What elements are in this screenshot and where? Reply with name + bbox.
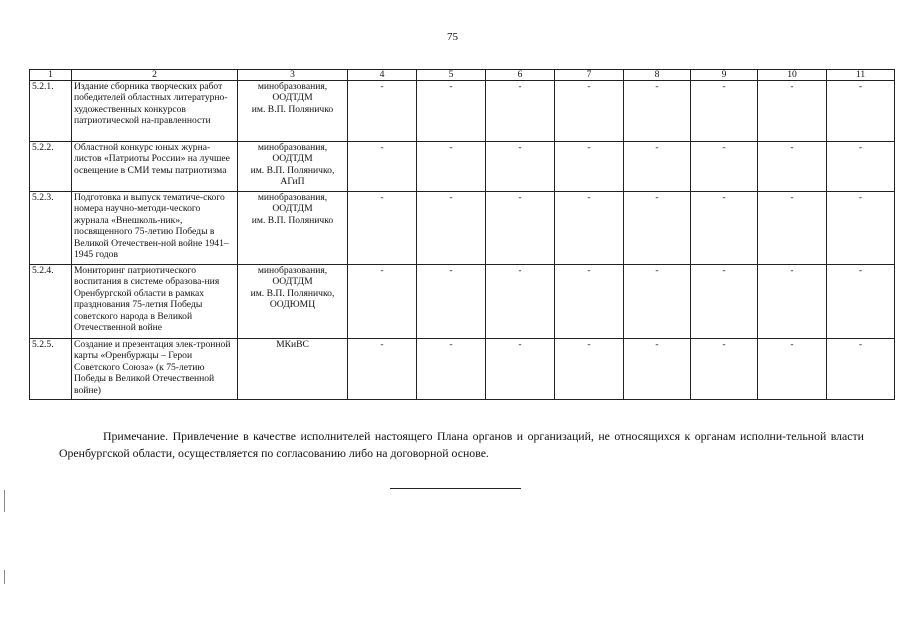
value-cell: - [486,81,555,142]
column-header-2: 2 [72,70,238,81]
executor-line: им. В.П. Поляничко, [250,287,335,299]
item-title: Подготовка и выпуск тематиче-ского номера научно-методи-ческого журнала «Внешколь-ник», посвященного 75-летию Победы в Великой Отечествен-ной войне 1941–1945 годов [72,192,238,265]
value-cell: - [758,142,827,192]
item-title: Мониторинг патриотического воспитания в системе образова-ния Оренбургской области в рамках празднования 75-летия Победы советского народа в Великой Отечественной войне [72,265,238,339]
value-cell: - [758,81,827,142]
executor-line: ООДТДМ [272,153,313,165]
value-cell: - [691,142,758,192]
plan-table [29,69,895,400]
value-cell: - [691,339,758,400]
executor-line: им. В.П. Поляничко [251,214,334,226]
value-cell: - [417,81,486,142]
executor-line: ООДТДМ [272,92,313,104]
column-header-1: 1 [30,70,72,81]
value-cell: - [555,142,624,192]
column-header-4: 4 [348,70,417,81]
table-body [30,81,895,400]
executor-line: ООДТДМ [272,276,313,288]
value-cell: - [348,192,417,265]
value-cell: - [486,142,555,192]
value-cell: - [624,142,691,192]
executor-line: МКиВС [276,339,309,350]
item-number: 5.2.1. [30,81,72,142]
value-cell: - [486,339,555,400]
column-header-9: 9 [691,70,758,81]
end-divider [390,488,521,489]
column-header-6: 6 [486,70,555,81]
value-cell: - [758,265,827,339]
column-header-10: 10 [758,70,827,81]
value-cell: - [348,339,417,400]
value-cell: - [691,81,758,142]
item-executors [238,142,348,192]
executor-line: минобразования, [257,265,328,276]
value-cell: - [348,81,417,142]
value-cell: - [691,265,758,339]
table-row [30,339,895,400]
value-cell: - [348,265,417,339]
table-row [30,192,895,265]
executor-line: минобразования, [257,192,328,203]
value-cell: - [624,265,691,339]
executor-line: им. В.П. Поляничко [251,103,334,115]
value-cell: - [624,192,691,265]
column-header-11: 11 [827,70,895,81]
value-cell: - [691,192,758,265]
margin-mark [4,490,5,512]
value-cell: - [827,339,895,400]
page-number: 75 [447,31,458,43]
value-cell: - [555,265,624,339]
value-cell: - [417,265,486,339]
column-header-5: 5 [417,70,486,81]
value-cell: - [417,192,486,265]
executor-line: ООДЮМЦ [269,299,316,311]
table-row [30,81,895,142]
value-cell: - [758,192,827,265]
item-number: 5.2.5. [30,339,72,400]
note-text: Примечание. Привлечение в качестве исполнителей настоящего Плана органов и организаций, не относящихся к органам исполни-тельной власти Оренбургской области, осуществляется по согласованию либо на договорной основе. [59,429,864,460]
executor-line: им. В.П. Поляничко, [250,164,335,176]
item-executors [238,339,348,400]
value-cell: - [555,192,624,265]
value-cell: - [486,192,555,265]
table-row [30,142,895,192]
column-header-3: 3 [238,70,348,81]
executor-line: минобразования, [257,81,328,92]
value-cell: - [827,192,895,265]
item-title: Создание и презентация элек-тронной карты «Оренбуржцы – Герои Советского Союза» (к 75-летию Победы в Великой Отечественной войне) [72,339,238,400]
item-number: 5.2.4. [30,265,72,339]
item-title: Издание сборника творческих работ победителей областных литературно-художественных конкурсов патриотической на-правленности [72,81,238,142]
item-executors [238,81,348,142]
value-cell: - [758,339,827,400]
value-cell: - [827,81,895,142]
value-cell: - [555,81,624,142]
executor-line: минобразования, [257,142,328,153]
value-cell: - [827,142,895,192]
value-cell: - [624,339,691,400]
value-cell: - [348,142,417,192]
item-number: 5.2.2. [30,142,72,192]
header-row [30,70,895,81]
margin-mark [4,570,5,584]
item-executors [238,192,348,265]
value-cell: - [486,265,555,339]
item-executors [238,265,348,339]
executor-line: АГиП [280,176,305,188]
value-cell: - [624,81,691,142]
column-header-7: 7 [555,70,624,81]
table-row [30,265,895,339]
value-cell: - [827,265,895,339]
value-cell: - [417,339,486,400]
value-cell: - [417,142,486,192]
executor-line: ООДТДМ [272,203,313,215]
item-number: 5.2.3. [30,192,72,265]
item-title: Областной конкурс юных журна-листов «Патриоты России» на лучшее освещение в СМИ темы патриотизма [72,142,238,192]
value-cell: - [555,339,624,400]
column-header-8: 8 [624,70,691,81]
